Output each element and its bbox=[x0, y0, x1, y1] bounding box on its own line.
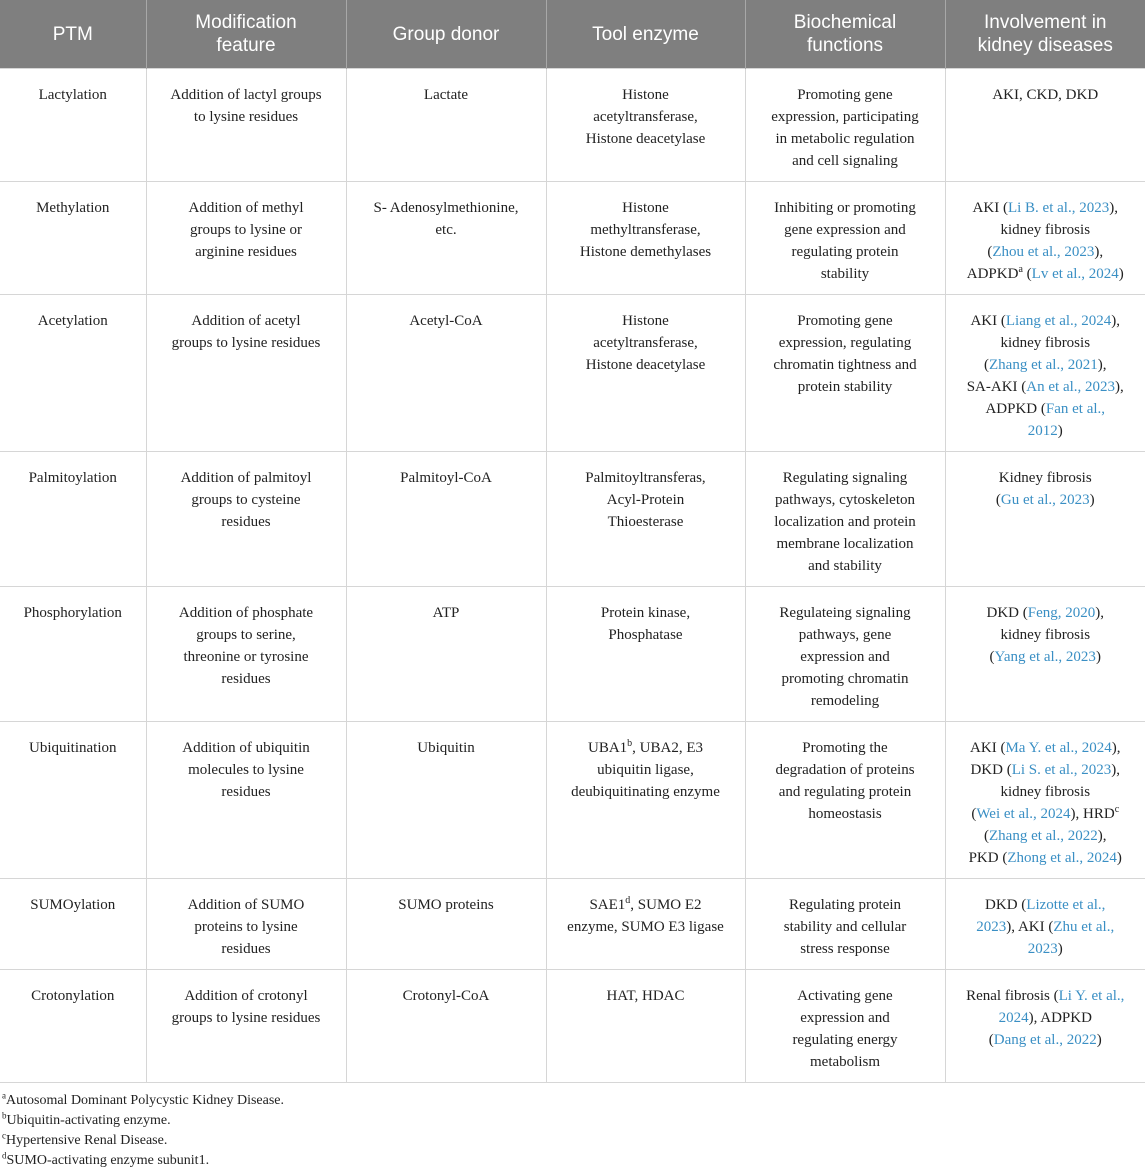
header-modification-feature: Modification feature bbox=[146, 0, 346, 69]
table-row bbox=[0, 69, 1145, 182]
cell-functions: Inhibiting or promoting gene expression and regulating protein stability bbox=[745, 182, 945, 295]
cell-disease: AKI (Li B. et al., 2023), kidney fibrosis (Zhou et al., 2023), ADPKD$^a$ (Lv et al., 2024) bbox=[945, 182, 1145, 295]
cell-ptm: Acetylation bbox=[0, 295, 146, 452]
cell-disease: AKI (Liang et al., 2024), kidney fibrosis (Zhang et al., 2021), SA-AKI (An et al., 2023), ADPKD (Fan et al., 2012) bbox=[945, 295, 1145, 452]
cell-enzyme: UBA1$^b$, UBA2, E3 ubiquitin ligase, deubiquitinating enzyme bbox=[546, 722, 745, 879]
cell-functions: Promoting gene expression, regulating chromatin tightness and protein stability bbox=[745, 295, 945, 452]
cell-donor: Palmitoyl-CoA bbox=[346, 452, 546, 587]
header-row bbox=[0, 0, 1145, 69]
cell-enzyme: Histone acetyltransferase, Histone deacetylase bbox=[546, 69, 745, 182]
cell-disease: Kidney fibrosis (Gu et al., 2023) bbox=[945, 452, 1145, 587]
cell-disease: DKD (Lizotte et al., 2023), AKI (Zhu et al., 2023) bbox=[945, 879, 1145, 970]
cell-ptm: Crotonylation bbox=[0, 970, 146, 1083]
citation-link[interactable]: Gu et al., 2023 bbox=[1000, 492, 1090, 508]
cell-feature: Addition of crotonyl groups to lysine residues bbox=[146, 970, 346, 1083]
cell-disease: Renal fibrosis (Li Y. et al., 2024), ADPKD (Dang et al., 2022) bbox=[945, 970, 1145, 1083]
table-row bbox=[0, 452, 1145, 587]
cell-enzyme: Histone acetyltransferase, Histone deacetylase bbox=[546, 295, 745, 452]
citation-link[interactable]: Yang et al., 2023 bbox=[994, 649, 1096, 665]
citation-link[interactable]: Lv et al., 2024 bbox=[1031, 266, 1119, 282]
cell-feature: Addition of acetyl groups to lysine residues bbox=[146, 295, 346, 452]
cell-enzyme: Protein kinase, Phosphatase bbox=[546, 587, 745, 722]
cell-feature: Addition of phosphate groups to serine, threonine or tyrosine residues bbox=[146, 587, 346, 722]
cell-donor: Ubiquitin bbox=[346, 722, 546, 879]
cell-disease: AKI (Ma Y. et al., 2024), DKD (Li S. et al., 2023), kidney fibrosis (Wei et al., 2024), HRD$^c$ (Zhang et al., 2022), PKD (Zhong et al., 2024) bbox=[945, 722, 1145, 879]
cell-ptm: Ubiquitination bbox=[0, 722, 146, 879]
cell-functions: Regulateing signaling pathways, gene expression and promoting chromatin remodeling bbox=[745, 587, 945, 722]
footnote: $^a$Autosomal Dominant Polycystic Kidney Disease. bbox=[2, 1090, 285, 1108]
citation-link[interactable]: Li S. et al., 2023 bbox=[1011, 762, 1112, 778]
cell-functions: Regulating signaling pathways, cytoskeleton localization and protein membrane localization and stability bbox=[745, 452, 945, 587]
cell-donor: Acetyl-CoA bbox=[346, 295, 546, 452]
citation-link[interactable]: 2012 bbox=[1027, 423, 1058, 439]
citation-link[interactable]: An et al., 2023 bbox=[1026, 379, 1116, 395]
citation-link[interactable]: Zhu et al., bbox=[1053, 919, 1115, 935]
cell-ptm: SUMOylation bbox=[0, 879, 146, 970]
table-row bbox=[0, 722, 1145, 879]
citation-link[interactable]: Dang et al., 2022 bbox=[993, 1032, 1097, 1048]
cell-enzyme: HAT, HDAC bbox=[546, 970, 745, 1083]
table-row bbox=[0, 879, 1145, 970]
cell-donor: Crotonyl-CoA bbox=[346, 970, 546, 1083]
citation-link[interactable]: 2023 bbox=[1027, 941, 1058, 957]
footnote: $^c$Hypertensive Renal Disease. bbox=[2, 1130, 168, 1148]
citation-link[interactable]: 2024 bbox=[998, 1010, 1029, 1026]
citation-link[interactable]: Zhang et al., 2022 bbox=[989, 828, 1098, 844]
table-row bbox=[0, 182, 1145, 295]
table-row bbox=[0, 970, 1145, 1083]
header-tool-enzyme: Tool enzyme bbox=[546, 0, 745, 69]
citation-link[interactable]: Ma Y. et al., 2024 bbox=[1005, 740, 1112, 756]
header-kidney-diseases: Involvement in kidney diseases bbox=[945, 0, 1145, 69]
cell-ptm: Methylation bbox=[0, 182, 146, 295]
cell-functions: Promoting gene expression, participating in metabolic regulation and cell signaling bbox=[745, 69, 945, 182]
cell-donor: Lactate bbox=[346, 69, 546, 182]
footnote: $^b$Ubiquitin-activating enzyme. bbox=[2, 1110, 171, 1128]
cell-feature: Addition of SUMO proteins to lysine residues bbox=[146, 879, 346, 970]
footnote-mark: c bbox=[1114, 804, 1120, 815]
cell-disease: DKD (Feng, 2020), kidney fibrosis (Yang et al., 2023) bbox=[945, 587, 1145, 722]
table-row bbox=[0, 295, 1145, 452]
cell-enzyme: Palmitoyltransferas, Acyl-Protein Thioesterase bbox=[546, 452, 745, 587]
cell-ptm: Palmitoylation bbox=[0, 452, 146, 587]
table-row bbox=[0, 587, 1145, 722]
citation-link[interactable]: Zhong et al., 2024 bbox=[1007, 850, 1117, 866]
citation-link[interactable]: Li B. et al., 2023 bbox=[1007, 200, 1110, 216]
header-biochemical-functions: Biochemical functions bbox=[745, 0, 945, 69]
citation-link[interactable]: Zhang et al., 2021 bbox=[989, 357, 1098, 373]
header-ptm: PTM bbox=[0, 0, 146, 69]
cell-functions: Promoting the degradation of proteins and regulating protein homeostasis bbox=[745, 722, 945, 879]
cell-donor: S- Adenosylmethionine, etc. bbox=[346, 182, 546, 295]
cell-ptm: Lactylation bbox=[0, 69, 146, 182]
cell-disease: AKI, CKD, DKD bbox=[945, 69, 1145, 182]
citation-link[interactable]: Li Y. et al., bbox=[1058, 988, 1125, 1004]
citation-link[interactable]: 2023 bbox=[976, 919, 1007, 935]
cell-feature: Addition of palmitoyl groups to cysteine residues bbox=[146, 452, 346, 587]
cell-feature: Addition of methyl groups to lysine or arginine residues bbox=[146, 182, 346, 295]
header-group-donor: Group donor bbox=[346, 0, 546, 69]
citation-link[interactable]: Liang et al., 2024 bbox=[1005, 313, 1112, 329]
cell-enzyme: SAE1$^d$, SUMO E2 enzyme, SUMO E3 ligase bbox=[546, 879, 745, 970]
footnote-mark: d bbox=[625, 895, 631, 906]
citation-link[interactable]: Lizotte et al., bbox=[1026, 897, 1106, 913]
cell-feature: Addition of lactyl groups to lysine residues bbox=[146, 69, 346, 182]
cell-donor: SUMO proteins bbox=[346, 879, 546, 970]
footnote-mark: b bbox=[627, 738, 633, 749]
citation-link[interactable]: Zhou et al., 2023 bbox=[992, 244, 1095, 260]
cell-functions: Activating gene expression and regulating energy metabolism bbox=[745, 970, 945, 1083]
citation-link[interactable]: Fan et al., bbox=[1045, 401, 1106, 417]
citation-link[interactable]: Feng, 2020 bbox=[1027, 605, 1096, 621]
citation-link[interactable]: Wei et al., 2024 bbox=[976, 806, 1071, 822]
footnote-mark: a bbox=[1018, 264, 1023, 275]
footnote: $^d$SUMO-activating enzyme subunit1. bbox=[2, 1150, 210, 1168]
cell-feature: Addition of ubiquitin molecules to lysine residues bbox=[146, 722, 346, 879]
cell-donor: ATP bbox=[346, 587, 546, 722]
cell-enzyme: Histone methyltransferase, Histone demethylases bbox=[546, 182, 745, 295]
cell-ptm: Phosphorylation bbox=[0, 587, 146, 722]
footnotes bbox=[0, 1083, 1145, 1171]
cell-functions: Regulating protein stability and cellular stress response bbox=[745, 879, 945, 970]
